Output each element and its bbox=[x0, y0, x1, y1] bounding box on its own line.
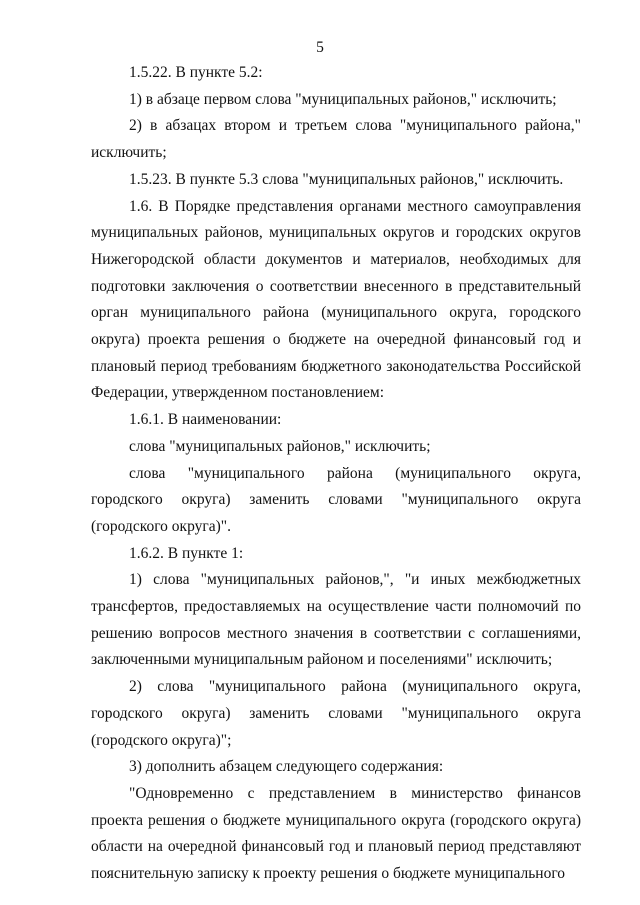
document-body bbox=[91, 60, 581, 888]
paragraph-1-6-2: 1.6.2. В пункте 1: bbox=[129, 544, 244, 562]
paragraph-words-replace: слова "муниципального района (муниципального округа, городского округа) заменить словами "муниципального округа (городского округа)". bbox=[91, 464, 581, 535]
paragraph-item-1-b: 1) слова "муниципальных районов,", "и иных межбюджетных трансфертов, предоставляемых на осуществление части полномочий по решению вопросов местного значения в соответствии с соглашениями, заключенными муниципальным районом и поселениями" исключить; bbox=[91, 571, 581, 669]
page-number: 5 bbox=[316, 39, 324, 56]
paragraph-1-5-22: 1.5.22. В пункте 5.2: bbox=[129, 64, 263, 81]
paragraph-1-6-1: 1.6.1. В наименовании: bbox=[129, 411, 282, 429]
paragraph-item-2: 2) в абзацах втором и третьем слова "муниципального района," исключить; bbox=[91, 117, 581, 162]
paragraph-item-3: 3) дополнить абзацем следующего содержания: bbox=[129, 758, 444, 776]
paragraph-1-6: 1.6. В Порядке представления органами местного самоуправления муниципальных районов, муниципальных округов и городских округов Нижегородской области документов и материалов, необходимых для подготовки заключения о соответствии внесенного в представительный орган муниципального района (муниципального округа, городского округа) проекта решения о бюджете на очередной финансовый год и плановый период требованиям бюджетного законодательства Российской Федерации, утвержденном постановлением: bbox=[91, 197, 581, 402]
paragraph-words-exclude: слова "муниципальных районов," исключить; bbox=[129, 437, 431, 455]
paragraph-quoted-text: "Одновременно с представлением в министерство финансов проекта решения о бюджете муниципального округа (городского округа) области на очередной финансовый год и плановый период представляют пояснительную записку к проекту решения о бюджете муниципального bbox=[91, 784, 581, 883]
paragraph-item-2-b: 2) слова "муниципального района (муниципального округа, городского округа) заменить словами "муниципального округа (городского округа)"; bbox=[91, 678, 581, 749]
paragraph-1-5-23: 1.5.23. В пункте 5.3 слова "муниципальных районов," исключить. bbox=[129, 170, 564, 188]
paragraph-item-1: 1) в абзаце первом слова "муниципальных районов," исключить; bbox=[129, 90, 557, 108]
